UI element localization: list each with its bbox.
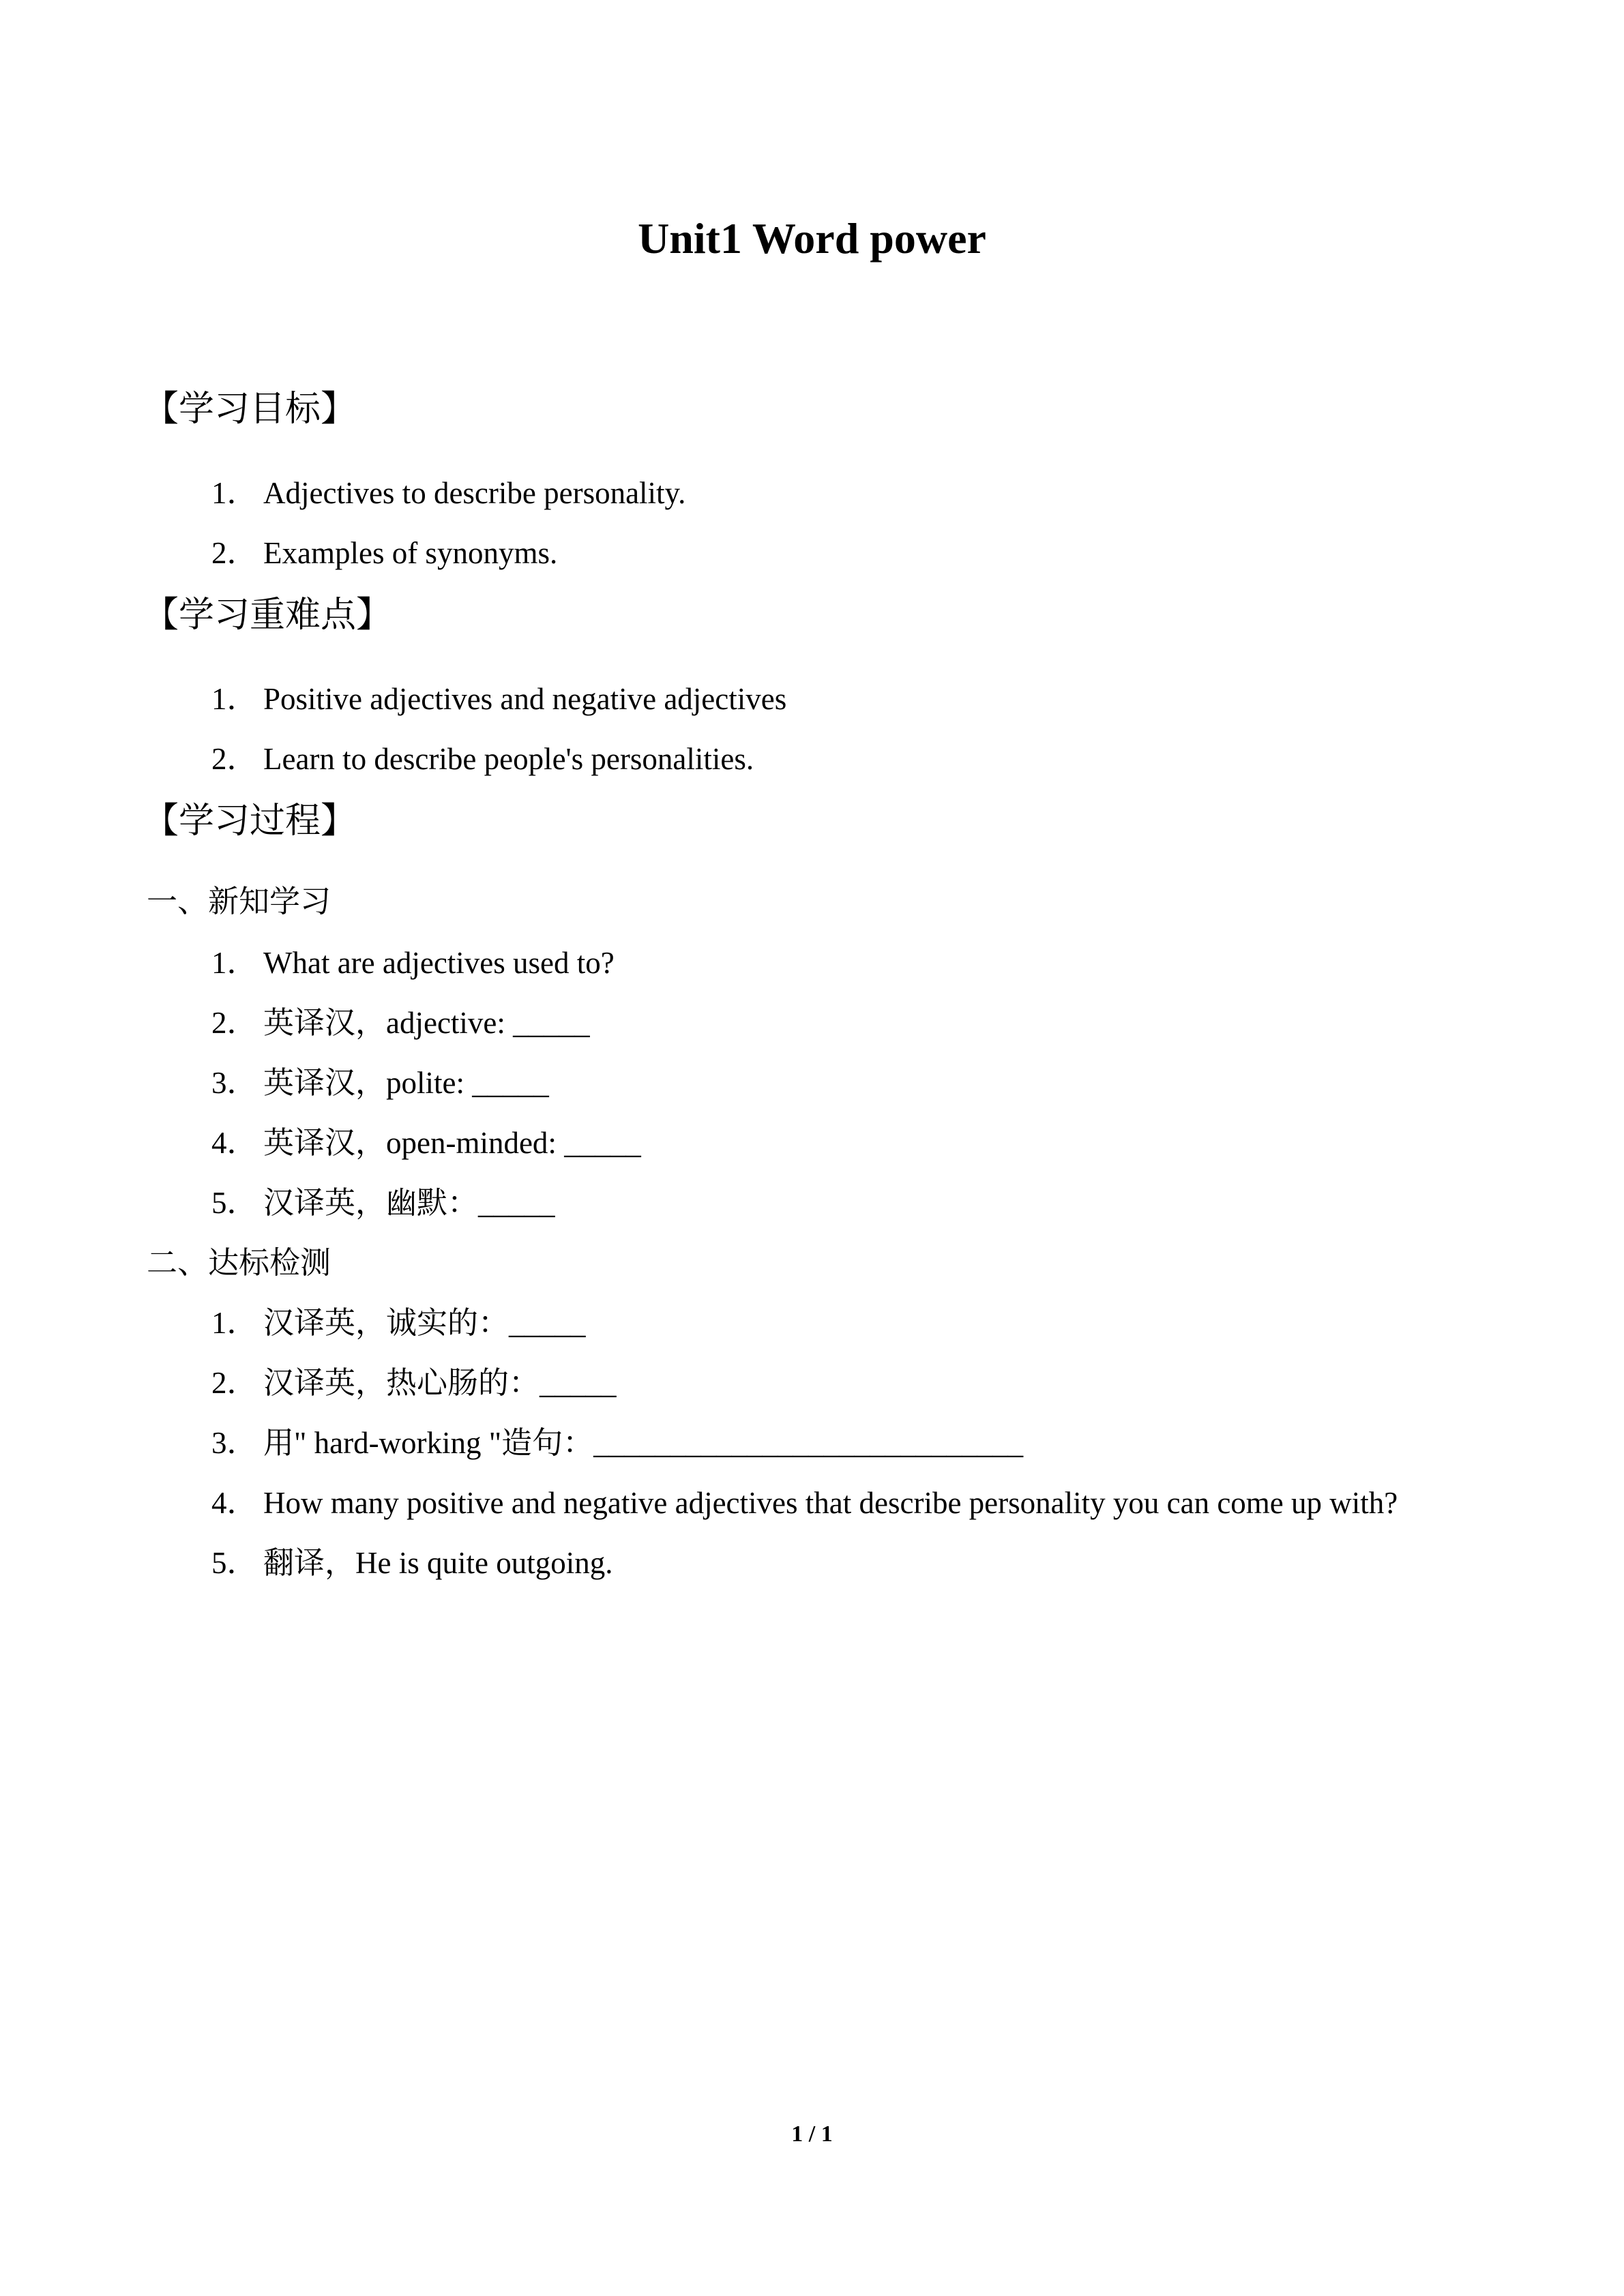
item-text: 英译汉，adjective: _____ [263,1006,590,1040]
list-item [211,1419,1023,1467]
item-text: 英译汉，polite: _____ [263,1066,549,1100]
list-item [211,529,557,577]
item-number: 2． [211,1366,258,1400]
item-text: Positive adjectives and negative adjectives [263,682,787,716]
item-number: 4． [211,1486,258,1520]
page-title: Unit1 Word power [638,214,986,263]
item-number: 3． [211,1066,258,1100]
page-number: 1 / 1 [791,2121,833,2147]
item-number: 1． [211,946,258,980]
item-text: Examples of synonyms. [263,536,558,570]
list-item [211,939,615,987]
list-item [211,735,754,783]
item-text: Learn to describe people's personalities. [263,742,754,776]
item-text: 英译汉，open-minded: _____ [263,1126,641,1160]
list-item [211,1539,612,1587]
sub-heading-new-knowledge: 一、新知学习 [147,883,331,919]
item-number: 2． [211,1006,258,1040]
list-item [211,1299,586,1347]
item-text: 翻译，He is quite outgoing. [263,1546,613,1580]
item-text: 汉译英，热心肠的：_____ [263,1366,617,1400]
item-number: 2． [211,742,258,776]
item-number: 1． [211,476,258,510]
sub-heading-assessment: 二、达标检测 [147,1244,331,1281]
item-text: How many positive and negative adjectives that describe personality you can come up with? [263,1486,1398,1520]
item-number: 1． [211,1306,258,1340]
list-item [211,675,786,723]
item-number: 5． [211,1546,258,1580]
section-heading-key-points: 【学习重难点】 [143,595,392,636]
item-text: 汉译英，幽默：_____ [263,1186,555,1220]
list-item [211,1479,1398,1527]
item-number: 5． [211,1186,258,1220]
list-item [211,999,590,1047]
item-text: 汉译英，诚实的：_____ [263,1306,586,1340]
section-heading-process: 【学习过程】 [143,801,357,841]
section-heading-goals: 【学习目标】 [143,389,357,430]
item-text: What are adjectives used to? [263,946,615,980]
list-item [211,1179,555,1227]
item-number: 2． [211,536,258,570]
list-item [211,1359,617,1407]
list-item [211,1059,549,1107]
item-text: Adjectives to describe personality. [263,476,686,510]
list-item [211,1119,641,1167]
item-number: 4． [211,1126,258,1160]
item-number: 3． [211,1426,258,1460]
item-number: 1． [211,682,258,716]
item-text: 用" hard-working "造句：____________________________ [263,1426,1024,1460]
list-item [211,469,685,517]
